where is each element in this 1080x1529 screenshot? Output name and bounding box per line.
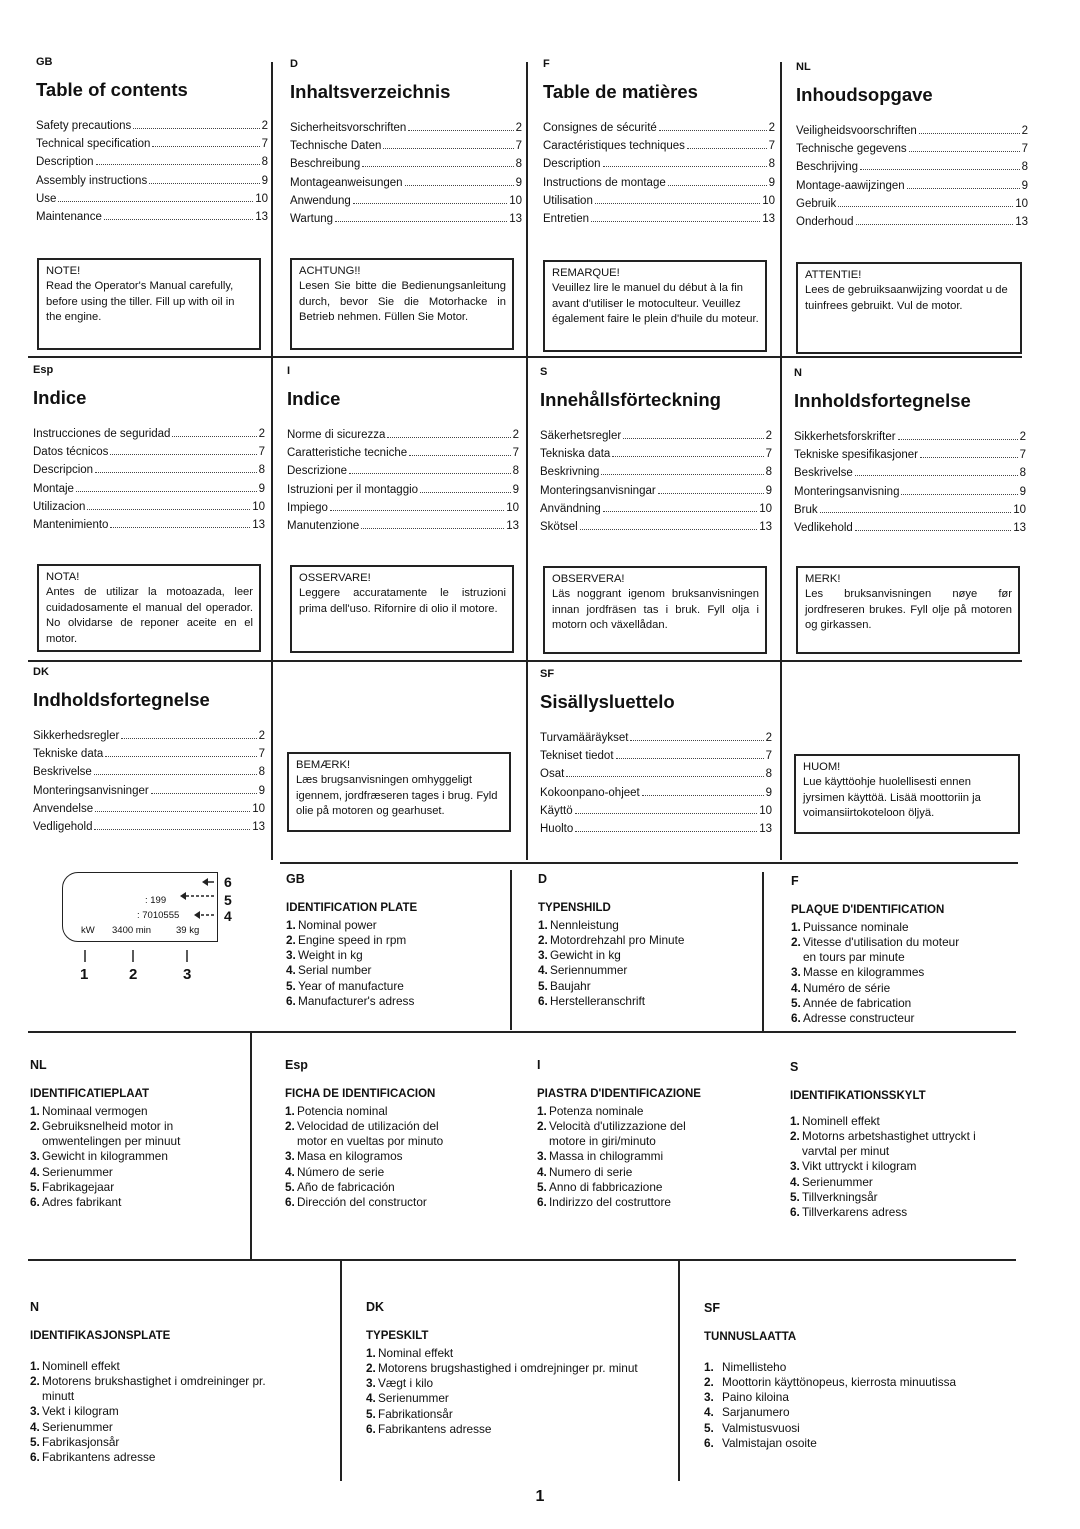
id-item: 4. Serienummer (30, 1419, 113, 1434)
toc-title: Indice (287, 388, 341, 409)
id-item: 1. Nimellisteho (704, 1359, 787, 1374)
toc-entry: Wartung 13 (290, 213, 522, 226)
id-item: 4. Numéro de série (791, 980, 891, 995)
id-item: 1. Potenza nominale (537, 1103, 644, 1118)
toc-entry: Entretien 13 (543, 213, 775, 226)
callout-5: 5 (224, 892, 232, 908)
id-item: 3. Weight in kg (286, 948, 363, 963)
id-list (366, 1346, 646, 1438)
toc-entry: Norme di sicurezza 2 (287, 429, 519, 441)
lang-code: NL (796, 61, 811, 73)
column-divider (762, 872, 764, 1032)
callout-1: 1 (80, 966, 89, 983)
lang-code: D (538, 872, 548, 886)
row-divider (28, 1259, 1016, 1261)
toc-entry: Istruzioni per il montaggio 9 (287, 483, 519, 496)
column-divider (250, 1031, 252, 1259)
note-heading: OSSERVARE! (299, 572, 371, 584)
id-item: 4. Número de serie (285, 1164, 385, 1179)
callout-6: 6 (224, 874, 232, 890)
column-divider (678, 1259, 680, 1481)
lang-code: I (287, 365, 291, 377)
lang-code: GB (36, 56, 53, 68)
id-heading: IDENTIFICATIEPLAAT (30, 1088, 150, 1101)
note-heading: REMARQUE! (552, 267, 620, 279)
toc-entry: Technische gegevens 7 (796, 143, 1028, 156)
toc-entry: Caractéristiques techniques 7 (543, 140, 775, 153)
toc-section-f (543, 58, 775, 228)
id-item: 3. Paino kiloina (704, 1390, 789, 1405)
id-heading: IDENTIFIKASJONSPLATE (30, 1330, 171, 1343)
id-item: 2. Velocità d'utilizzazione del motore in giri/minuto (537, 1118, 686, 1149)
toc-section-d (290, 58, 522, 228)
id-item: 6. Fabrikantens adresse (366, 1422, 492, 1437)
lang-code: D (290, 58, 298, 70)
lang-code: N (30, 1300, 40, 1314)
id-heading: PLAQUE D'IDENTIFICATION (791, 904, 945, 917)
toc-entry: Assembly instructions 9 (36, 174, 268, 187)
id-item: 3. Gewicht in kilogrammen (30, 1149, 168, 1164)
id-section-i (537, 1058, 725, 1211)
plate-weight: 39 kg (176, 925, 200, 936)
id-item: 6. Tillverkarens adress (790, 1205, 908, 1220)
id-item: 4. Numero di serie (537, 1164, 633, 1179)
toc-title: Innholdsfortegnelse (794, 390, 971, 411)
id-item: 6. Indirizzo del costruttore (537, 1195, 671, 1210)
id-item: 2. Vitesse d'utilisation du moteur en tours par minute (791, 934, 960, 965)
lang-code: F (543, 58, 550, 70)
toc-entry: Utilisation 10 (543, 194, 775, 207)
id-item: 5. Anno di fabbricazione (537, 1180, 663, 1195)
toc-section-s (540, 366, 772, 536)
row-divider (28, 660, 1022, 662)
id-item: 3. Vægt i kilo (366, 1376, 434, 1391)
id-section-dk (366, 1300, 646, 1437)
toc-entry: Bruk 10 (794, 503, 1026, 516)
lang-code: N (794, 367, 802, 379)
id-item: 1. Nennleistung (538, 917, 619, 932)
toc-list (33, 425, 265, 534)
note-body: Lue käyttöohje huolellisesti ennen jyrsimen käyttöä. Lisää moottoriin ja voimansiirtokoteloon öljyä. (803, 776, 981, 820)
id-section-nl (30, 1058, 240, 1211)
column-divider (780, 62, 782, 860)
toc-list (543, 119, 775, 228)
row-divider (28, 356, 1022, 358)
id-item: 2. Velocidad de utilización del motor en vueltas por minuto (285, 1118, 444, 1149)
toc-entry: Beschrijving 8 (796, 161, 1028, 174)
id-item: 5. Baujahr (538, 978, 591, 993)
id-item: 1. Nominell effekt (790, 1113, 880, 1128)
toc-entry: Anwendung 10 (290, 194, 522, 207)
toc-title: Inhaltsverzeichnis (290, 81, 451, 102)
toc-entry: Sikkerhetsforskrifter 2 (794, 431, 1026, 443)
lang-code: Esp (33, 364, 54, 376)
id-section-esp (285, 1058, 465, 1211)
toc-entry: Beskrivelse 8 (794, 467, 1026, 480)
id-item: 2. Motorens brukshastighet i omdreininger pr. minutt (30, 1373, 266, 1404)
toc-list (36, 117, 268, 226)
column-divider (510, 870, 512, 1030)
id-item: 4. Seriennummer (538, 963, 628, 978)
toc-entry: Descripcion 8 (33, 464, 265, 477)
id-item: 6. Fabrikantens adresse (30, 1450, 156, 1465)
id-item: 4. Serial number (286, 963, 372, 978)
id-item: 2. Moottorin käyttönopeus, kierrosta minuutissa (704, 1374, 957, 1389)
id-item: 3. Vekt i kilogram (30, 1404, 119, 1419)
id-heading: TYPESKILT (366, 1330, 429, 1343)
toc-entry: Montageanweisungen 9 (290, 176, 522, 189)
id-list (537, 1104, 725, 1211)
plate-value: : 199 (145, 895, 167, 906)
lang-code: Esp (285, 1058, 308, 1072)
callout-3: 3 (183, 966, 192, 983)
toc-entry: Impiego 10 (287, 501, 519, 514)
plate-serial: : 7010555 (137, 910, 180, 921)
note-body: Veuillez lire le manuel du début à la fin avant d'utiliser le motoculteur. Veuillez également faire le plein d'huile du moteur. (552, 282, 759, 326)
plate-kw: kW (81, 925, 95, 936)
id-item: 2. Motorens brugshastighed i omdrejninger pr. minut (366, 1360, 638, 1375)
id-item: 5. Fabrikagejaar (30, 1180, 115, 1195)
id-item: 6. Adres fabrikant (30, 1195, 122, 1210)
column-divider (271, 62, 273, 860)
toc-section-esp (33, 364, 265, 534)
id-list (286, 918, 506, 1010)
toc-entry: Technische Daten 7 (290, 140, 522, 153)
toc-list (540, 729, 772, 838)
note-heading: NOTA! (46, 571, 80, 583)
lang-code: I (537, 1058, 541, 1072)
callout-4: 4 (224, 908, 232, 924)
note-body: Læs brugsanvisningen omhyggeligt igennem, jordfræseren tages i brug. Fyld olie på motoren og gearhuset. (296, 774, 498, 818)
id-item: 5. Year of manufacture (286, 978, 404, 993)
toc-entry: Safety precautions 2 (36, 120, 268, 132)
id-section-n (30, 1300, 290, 1466)
toc-entry: Manutenzione 13 (287, 520, 519, 533)
note-box (796, 566, 1020, 654)
toc-section-sf (540, 668, 772, 838)
column-divider (526, 62, 528, 860)
id-item: 5. Année de fabrication (791, 996, 912, 1011)
toc-entry: Beskrivning 8 (540, 466, 772, 479)
id-item: 3. Massa in chilogrammi (537, 1149, 664, 1164)
toc-entry: Description 8 (543, 158, 775, 171)
toc-entry: Utilizacion 10 (33, 500, 265, 513)
lang-code: SF (540, 668, 555, 680)
toc-entry: Consignes de sécurité 2 (543, 122, 775, 134)
toc-entry: Vedlikehold 13 (794, 522, 1026, 535)
note-body: Lesen Sie bitte die Bedienungsanleitung durch, bevor Sie die Motorhacke in Betrieb nehmen. Füllen Sie Motor. (299, 280, 506, 324)
toc-title: Innehållsförteckning (540, 389, 721, 410)
id-item: 2. Motorns arbetshastighet uttryckt i varvtal per minut (790, 1128, 976, 1159)
id-list (538, 918, 758, 1010)
id-item: 5. Valmistusvuosi (704, 1420, 800, 1435)
id-heading: FICHA DE IDENTIFICACION (285, 1088, 436, 1101)
toc-entry: Instructions de montage 9 (543, 176, 775, 189)
column-divider (340, 1259, 342, 1481)
toc-title: Table de matières (543, 81, 698, 102)
id-item: 3. Masse en kilogrammes (791, 965, 925, 980)
id-item: 2. Gebruiksnelheid motor in omwentelingen per minuut (30, 1118, 181, 1149)
id-item: 6. Dirección del constructor (285, 1195, 427, 1210)
note-body: Antes de utilizar la motoazada, leer cuidadosamente el manual del operador. No olvidarse de reponer aceite en el motor. (46, 586, 253, 645)
note-box (37, 564, 261, 652)
note-body: Les bruksanvisningen nøye før jordfreseren brukes. Fyll olje på motoren og girkassen. (805, 588, 1012, 632)
toc-entry: Säkerhetsregler 2 (540, 430, 772, 442)
note-body: Läs noggrant igenom bruksanvisningen innan jordfräsen tas i bruk. Fyll olja i motorn och växellådan. (552, 588, 759, 632)
toc-entry: Kokoonpano-ohjeet 9 (540, 786, 772, 799)
toc-entry: Montage-aawijzingen 9 (796, 179, 1028, 192)
id-item: 1. Potencia nominal (285, 1103, 388, 1118)
row-divider (28, 1031, 1016, 1033)
lang-code: GB (286, 872, 305, 886)
id-item: 4. Serienummer (30, 1164, 113, 1179)
id-item: 5. Tillverkningsår (790, 1190, 878, 1205)
toc-entry: Beschreibung 8 (290, 158, 522, 171)
id-heading: IDENTIFICATION PLATE (286, 902, 418, 915)
id-item: 1. Puissance nominale (791, 919, 909, 934)
id-item: 5. Fabrikasjonsår (30, 1435, 120, 1450)
note-box (37, 258, 261, 350)
id-item: 4. Serienummer (790, 1174, 873, 1189)
toc-section-dk (33, 666, 265, 836)
toc-section-gb (36, 56, 268, 226)
toc-entry: Anvendelse 10 (33, 802, 265, 815)
id-heading: TYPENSHILD (538, 902, 611, 915)
toc-entry: Gebruik 10 (796, 197, 1028, 210)
id-section-sf (704, 1301, 1004, 1451)
id-section-f (791, 874, 967, 1027)
toc-entry: Datos técnicos 7 (33, 446, 265, 459)
toc-section-i (287, 365, 519, 535)
toc-entry: Sikkerhedsregler 2 (33, 730, 265, 742)
toc-title: Indice (33, 387, 87, 408)
toc-entry: Tekniske data 7 (33, 748, 265, 761)
note-box (287, 752, 511, 832)
toc-entry: Technical specification 7 (36, 138, 268, 151)
id-item: 1. Nominaal vermogen (30, 1103, 148, 1118)
row-divider (280, 862, 1018, 864)
toc-entry: Turvamääräykset 2 (540, 732, 772, 744)
id-item: 6. Herstelleranschrift (538, 994, 646, 1009)
plate-rpm: 3400 min (112, 925, 152, 936)
toc-entry: Käyttö 10 (540, 804, 772, 817)
toc-section-nl (796, 61, 1028, 231)
toc-entry: Description 8 (36, 156, 268, 169)
lang-code: DK (33, 666, 49, 678)
id-item: 5. Fabrikationsår (366, 1406, 453, 1421)
id-item: 4. Serienummer (366, 1391, 449, 1406)
toc-title: Indholdsfortegnelse (33, 689, 210, 710)
note-heading: ACHTUNG!! (299, 265, 361, 277)
note-box (290, 258, 514, 350)
note-heading: OBSERVERA! (552, 573, 625, 585)
id-heading: IDENTIFIKATIONSSKYLT (790, 1090, 926, 1103)
toc-list (33, 727, 265, 836)
toc-list (290, 119, 522, 228)
lang-code: S (790, 1060, 799, 1074)
lang-code: S (540, 366, 548, 378)
id-list (30, 1359, 290, 1466)
note-box (543, 566, 767, 654)
toc-entry: Tekniske spesifikasjoner 7 (794, 449, 1026, 462)
note-heading: BEMÆRK! (296, 759, 351, 771)
plate-tick-marks (80, 950, 200, 966)
toc-entry: Montaje 9 (33, 482, 265, 495)
lang-code: F (791, 874, 799, 888)
note-body: Lees de gebruiksaanwijzing voordat u de tuinfrees gebruikt. Vul de motor. (805, 284, 1008, 312)
id-heading: PIASTRA D'IDENTIFICAZIONE (537, 1088, 701, 1101)
id-item: 2. Engine speed in rpm (286, 932, 407, 947)
toc-list (540, 427, 772, 536)
id-list (285, 1104, 465, 1211)
toc-title: Inhoudsopgave (796, 84, 933, 105)
toc-entry: Beskrivelse 8 (33, 766, 265, 779)
id-section-s (790, 1060, 980, 1221)
toc-entry: Monteringsanvisning 9 (794, 485, 1026, 498)
toc-entry: Sicherheitsvorschriften 2 (290, 122, 522, 134)
note-heading: NOTE! (46, 265, 81, 277)
toc-entry: Mantenimiento 13 (33, 519, 265, 532)
toc-list (794, 428, 1026, 537)
id-section-d (538, 872, 758, 1009)
note-box (794, 754, 1020, 834)
lang-code: SF (704, 1301, 720, 1315)
toc-entry: Huolto 13 (540, 823, 772, 836)
id-item: 1. Nominal power (286, 917, 377, 932)
note-box (543, 260, 767, 352)
note-body: Read the Operator's Manual carefully, before using the tiller. Fill up with oil in the engine. (46, 280, 235, 324)
toc-entry: Use 10 (36, 192, 268, 205)
toc-entry: Maintenance 13 (36, 211, 268, 224)
toc-title: Table of contents (36, 79, 188, 100)
id-item: 5. Año de fabricación (285, 1180, 395, 1195)
toc-entry: Skötsel 13 (540, 521, 772, 534)
toc-entry: Onderhoud 13 (796, 216, 1028, 229)
toc-entry: Monteringsanvisningar 9 (540, 484, 772, 497)
id-list (30, 1104, 240, 1211)
lang-code: DK (366, 1300, 385, 1314)
id-item: 1. Nominell effekt (30, 1358, 120, 1373)
id-item: 6. Manufacturer's adress (286, 994, 415, 1009)
toc-entry: Instrucciones de seguridad 2 (33, 428, 265, 440)
toc-list (287, 426, 519, 535)
id-item: 3. Masa en kilogramos (285, 1149, 403, 1164)
toc-entry: Monteringsanvisninger 9 (33, 784, 265, 797)
note-body: Leggere accuratamente le istruzioni prima dell'uso. Rifornire di olio il motore. (299, 587, 506, 615)
id-item: 4. Sarjanumero (704, 1405, 790, 1420)
toc-entry: Användning 10 (540, 502, 772, 515)
id-item: 3. Gewicht in kg (538, 948, 621, 963)
toc-list (796, 122, 1028, 231)
id-item: 1. Nominal effekt (366, 1345, 454, 1360)
id-list (704, 1360, 1004, 1452)
toc-entry: Tekniska data 7 (540, 448, 772, 461)
id-item: 2. Motordrehzahl pro Minute (538, 932, 685, 947)
toc-entry: Veiligheidsvoorschriften 2 (796, 125, 1028, 137)
toc-entry: Descrizione 8 (287, 465, 519, 478)
id-item: 6. Valmistajan osoite (704, 1436, 817, 1451)
id-section-gb (286, 872, 506, 1009)
id-list (791, 920, 967, 1027)
toc-entry: Tekniset tiedot 7 (540, 750, 772, 763)
page-number: 1 (535, 1488, 545, 1505)
note-heading: ATTENTIE! (805, 269, 862, 281)
note-heading: MERK! (805, 573, 841, 585)
id-list (790, 1114, 980, 1221)
note-heading: HUOM! (803, 761, 841, 773)
lang-code: NL (30, 1058, 47, 1072)
id-heading: TUNNUSLAATTA (704, 1331, 797, 1344)
id-item: 3. Vikt uttryckt i kilogram (790, 1159, 917, 1174)
toc-entry: Osat 8 (540, 768, 772, 781)
toc-section-n (794, 367, 1026, 537)
note-box (290, 565, 514, 653)
toc-title: Sisällysluettelo (540, 691, 675, 712)
note-box (796, 262, 1022, 354)
id-item: 6. Adresse constructeur (791, 1011, 915, 1026)
toc-entry: Vedligehold 13 (33, 821, 265, 834)
callout-2: 2 (129, 966, 138, 983)
toc-entry: Caratteristiche tecniche 7 (287, 447, 519, 460)
